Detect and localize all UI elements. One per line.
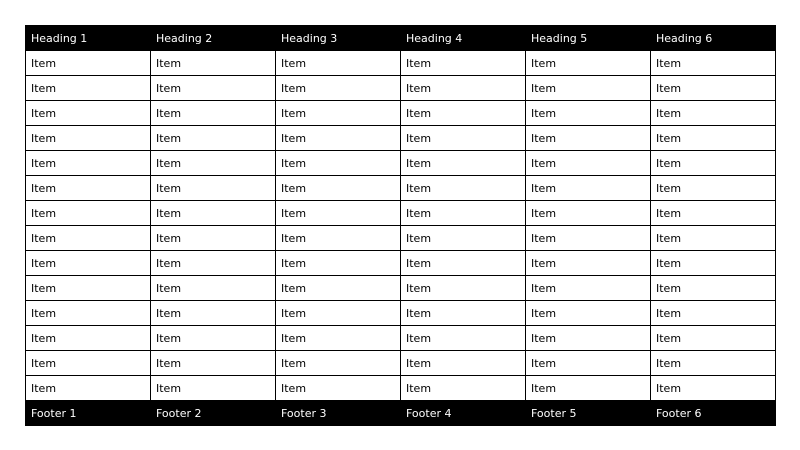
- table-cell: Item: [276, 151, 401, 176]
- table-cell: Item: [401, 101, 526, 126]
- table-row: [26, 376, 776, 401]
- table-cell: Item: [401, 201, 526, 226]
- table-cell: Item: [26, 251, 151, 276]
- table-row: [26, 151, 776, 176]
- table-cell: Item: [276, 126, 401, 151]
- table-row: [26, 226, 776, 251]
- table-cell: Item: [151, 101, 276, 126]
- column-footer-2: Footer 2: [151, 401, 276, 426]
- table-cell: Item: [151, 176, 276, 201]
- table-cell: Item: [151, 226, 276, 251]
- table-row: [26, 351, 776, 376]
- table-cell: Item: [526, 301, 651, 326]
- table-cell: Item: [401, 251, 526, 276]
- column-footer-6: Footer 6: [651, 401, 776, 426]
- table-cell: Item: [526, 101, 651, 126]
- table-row: [26, 101, 776, 126]
- table-cell: Item: [26, 76, 151, 101]
- column-heading-5: Heading 5: [526, 26, 651, 51]
- table-cell: Item: [26, 151, 151, 176]
- table-cell: Item: [276, 376, 401, 401]
- table-cell: Item: [651, 301, 776, 326]
- column-footer-1: Footer 1: [26, 401, 151, 426]
- table-cell: Item: [401, 351, 526, 376]
- table-cell: Item: [651, 176, 776, 201]
- table-row: [26, 251, 776, 276]
- table-cell: Item: [651, 51, 776, 76]
- table-row: [26, 176, 776, 201]
- table-cell: Item: [526, 376, 651, 401]
- data-table: [25, 25, 776, 426]
- table-cell: Item: [526, 151, 651, 176]
- table-cell: Item: [151, 151, 276, 176]
- table-cell: Item: [26, 276, 151, 301]
- table-cell: Item: [26, 301, 151, 326]
- table-cell: Item: [151, 326, 276, 351]
- table-cell: Item: [276, 276, 401, 301]
- table-cell: Item: [151, 201, 276, 226]
- table-cell: Item: [151, 51, 276, 76]
- table-cell: Item: [526, 326, 651, 351]
- table-cell: Item: [276, 251, 401, 276]
- table-cell: Item: [526, 176, 651, 201]
- table-cell: Item: [26, 51, 151, 76]
- column-heading-2: Heading 2: [151, 26, 276, 51]
- table-cell: Item: [26, 376, 151, 401]
- table-row: [26, 276, 776, 301]
- table-row: [26, 126, 776, 151]
- table-cell: Item: [651, 351, 776, 376]
- table-cell: Item: [26, 201, 151, 226]
- table-cell: Item: [151, 301, 276, 326]
- table-cell: Item: [26, 226, 151, 251]
- table-cell: Item: [526, 76, 651, 101]
- table-row: [26, 301, 776, 326]
- table-cell: Item: [651, 126, 776, 151]
- table-cell: Item: [26, 101, 151, 126]
- table-cell: Item: [276, 176, 401, 201]
- table-cell: Item: [401, 76, 526, 101]
- table-cell: Item: [276, 51, 401, 76]
- table-row: [26, 51, 776, 76]
- table-cell: Item: [26, 126, 151, 151]
- table-cell: Item: [526, 276, 651, 301]
- table-cell: Item: [151, 276, 276, 301]
- table-cell: Item: [651, 276, 776, 301]
- table-cell: Item: [651, 326, 776, 351]
- table-cell: Item: [151, 376, 276, 401]
- table-cell: Item: [276, 76, 401, 101]
- table-cell: Item: [151, 351, 276, 376]
- table-cell: Item: [401, 376, 526, 401]
- column-heading-6: Heading 6: [651, 26, 776, 51]
- table-cell: Item: [151, 251, 276, 276]
- footer-row: [26, 401, 776, 426]
- table-body: [26, 51, 776, 401]
- table-cell: Item: [151, 76, 276, 101]
- table-cell: Item: [401, 176, 526, 201]
- table-cell: Item: [401, 276, 526, 301]
- table-cell: Item: [276, 226, 401, 251]
- table-cell: Item: [526, 51, 651, 76]
- table-header: [26, 26, 776, 51]
- column-footer-4: Footer 4: [401, 401, 526, 426]
- table-cell: Item: [276, 326, 401, 351]
- table-cell: Item: [526, 251, 651, 276]
- table-cell: Item: [401, 326, 526, 351]
- table-cell: Item: [526, 126, 651, 151]
- table-cell: Item: [526, 201, 651, 226]
- column-heading-3: Heading 3: [276, 26, 401, 51]
- table-cell: Item: [26, 176, 151, 201]
- table-cell: Item: [276, 201, 401, 226]
- table-cell: Item: [401, 151, 526, 176]
- table-row: [26, 76, 776, 101]
- table-cell: Item: [651, 101, 776, 126]
- table-cell: Item: [151, 126, 276, 151]
- table-cell: Item: [276, 101, 401, 126]
- table-row: [26, 326, 776, 351]
- table-cell: Item: [651, 226, 776, 251]
- table-cell: Item: [651, 251, 776, 276]
- table-footer: [26, 401, 776, 426]
- table-cell: Item: [276, 301, 401, 326]
- table-cell: Item: [651, 201, 776, 226]
- table-cell: Item: [401, 51, 526, 76]
- column-heading-4: Heading 4: [401, 26, 526, 51]
- table-cell: Item: [651, 76, 776, 101]
- table-cell: Item: [401, 226, 526, 251]
- column-footer-5: Footer 5: [526, 401, 651, 426]
- table-row: [26, 201, 776, 226]
- table-cell: Item: [26, 326, 151, 351]
- table-cell: Item: [526, 351, 651, 376]
- table-cell: Item: [401, 126, 526, 151]
- table-cell: Item: [526, 226, 651, 251]
- column-heading-1: Heading 1: [26, 26, 151, 51]
- table-cell: Item: [651, 376, 776, 401]
- table-cell: Item: [276, 351, 401, 376]
- column-footer-3: Footer 3: [276, 401, 401, 426]
- table-cell: Item: [401, 301, 526, 326]
- header-row: [26, 26, 776, 51]
- table-cell: Item: [26, 351, 151, 376]
- table-cell: Item: [651, 151, 776, 176]
